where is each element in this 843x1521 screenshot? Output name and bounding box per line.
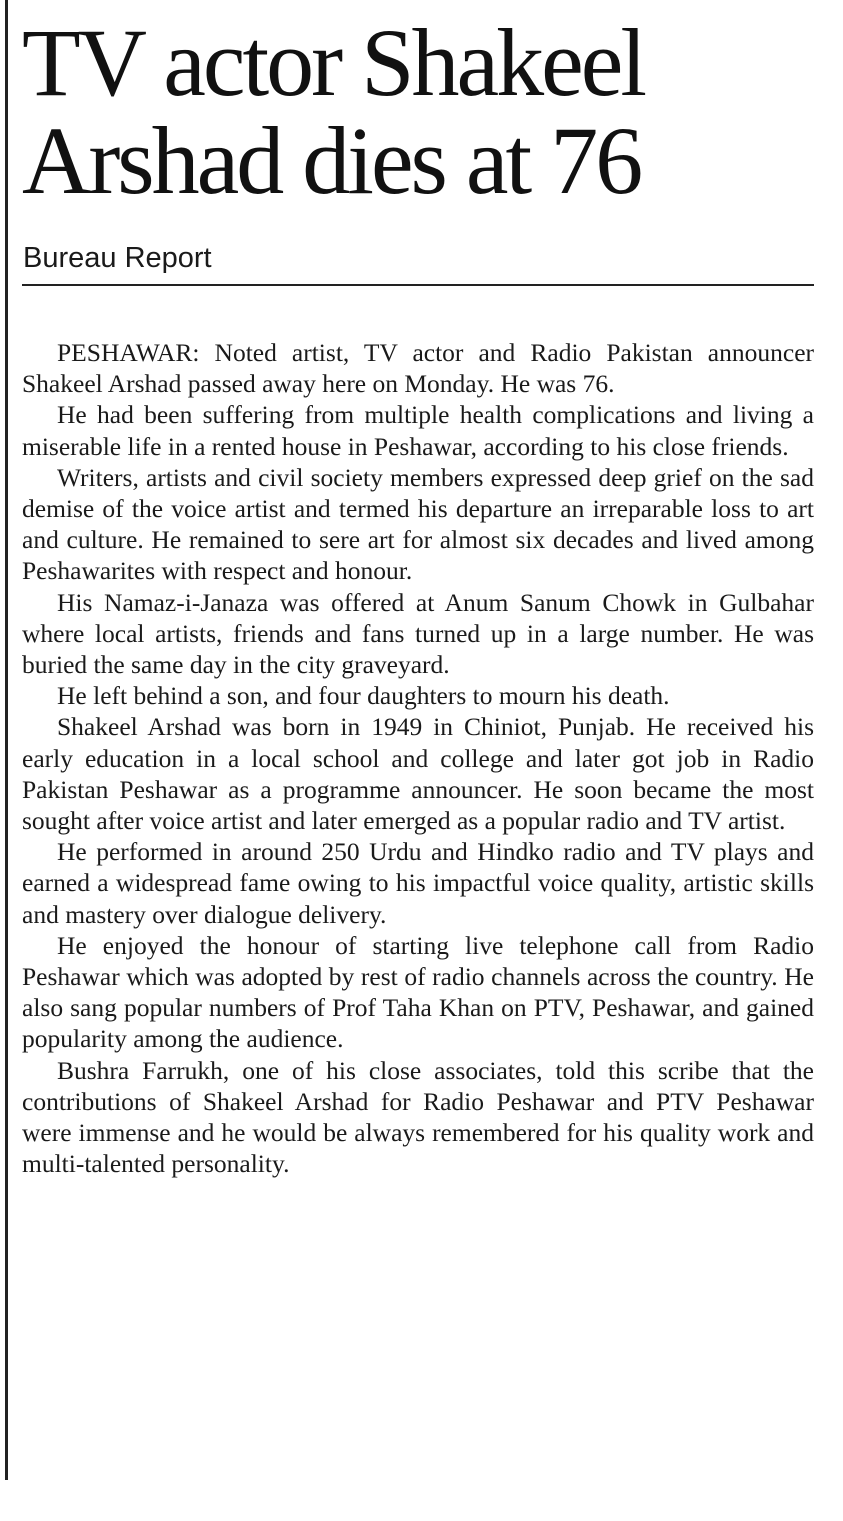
headline-line-1: TV actor Shakeel bbox=[22, 9, 644, 116]
article-paragraph: Writers, artists and civil society members expressed deep grief on the sad demise of the voice artist and termed his departure an irreparable loss to art and culture. He remained to sere art for almost six decades and lived among Peshawarites with respect and honour. bbox=[22, 462, 814, 586]
article-paragraph: Shakeel Arshad was born in 1949 in Chiniot, Punjab. He received his early education in a local school and college and later got job in Radio Pakistan Peshawar as a programme announcer. He soon became the most sought after voice artist and later emerged as a popular radio and TV artist. bbox=[22, 712, 814, 836]
article-paragraph: He enjoyed the honour of starting live telephone call from Radio Peshawar which was adopted by rest of radio channels across the country. He also sang popular numbers of Prof Taha Khan on PTV, Peshawar, and gained popularity among the audience. bbox=[22, 930, 814, 1054]
byline-divider bbox=[22, 284, 814, 286]
headline-line-2: Arshad dies at 76 bbox=[22, 107, 641, 214]
article-paragraph: His Namaz-i-Janaza was offered at Anum Sanum Chowk in Gulbahar where local artists, friends and fans turned up in a large number. He was buried the same day in the city graveyard. bbox=[22, 587, 814, 680]
article-paragraph: PESHAWAR: Noted artist, TV actor and Radio Pakistan announcer Shakeel Arshad passed away here on Monday. He was 76. bbox=[22, 338, 814, 399]
byline: Bureau Report bbox=[23, 242, 212, 274]
article-paragraph: Bushra Farrukh, one of his close associates, told this scribe that the contributions of Shakeel Arshad for Radio Peshawar and PTV Peshawar were immense and he would be always remembered for his quality work and multi-talented personality. bbox=[22, 1055, 814, 1179]
article-body bbox=[22, 337, 814, 1179]
headline bbox=[22, 9, 822, 214]
article-paragraph: He had been suffering from multiple health complications and living a miserable life in a rented house in Peshawar, according to his close friends. bbox=[22, 400, 814, 461]
article-paragraph: He left behind a son, and four daughters to mourn his death. bbox=[57, 681, 670, 711]
article-paragraph: He performed in around 250 Urdu and Hindko radio and TV plays and earned a widespread fame owing to his impactful voice quality, artistic skills and mastery over dialogue delivery. bbox=[22, 837, 814, 929]
column-rule bbox=[5, 0, 8, 1480]
